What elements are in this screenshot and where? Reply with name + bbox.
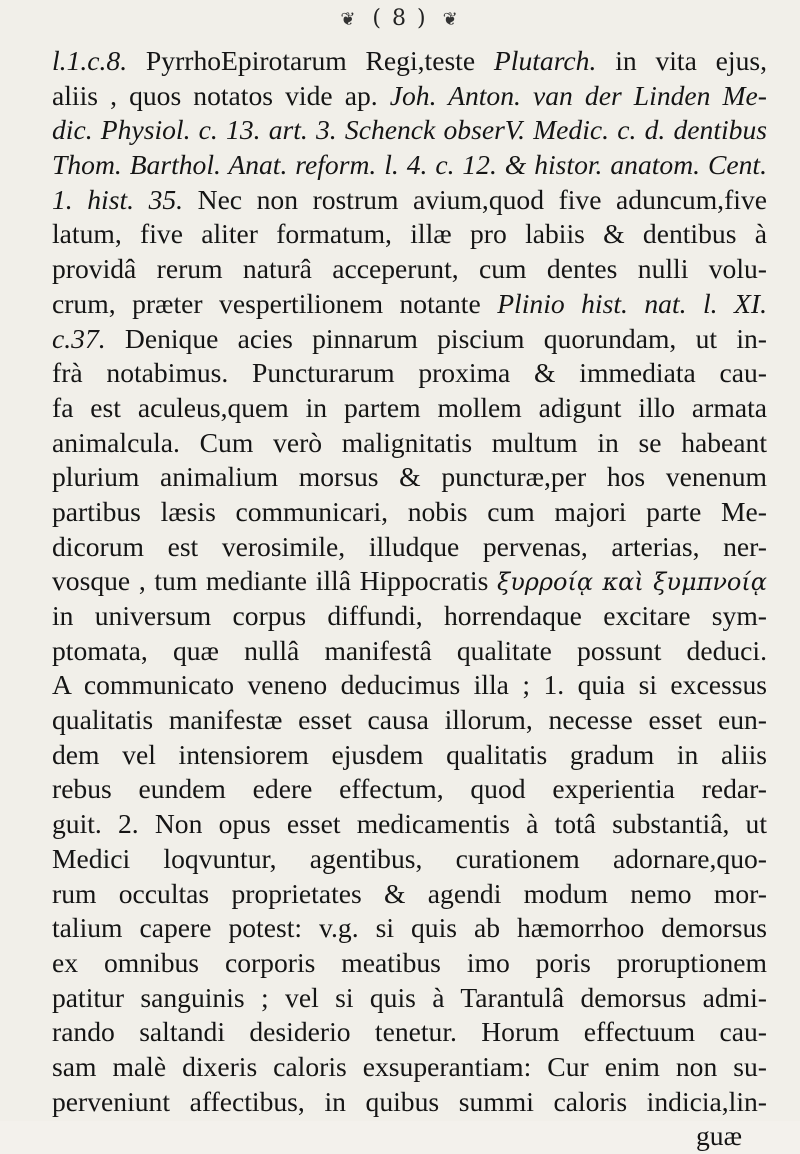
text-line — [52, 772, 767, 807]
text-segment: in universum corpus diffundi, horrendaque excitare sym- — [52, 600, 767, 631]
text-line — [52, 1085, 767, 1120]
text-line — [52, 460, 767, 495]
text-segment: providâ rerum naturâ acceperunt, cum dentes nulli volu- — [52, 253, 767, 285]
text-line — [52, 426, 767, 461]
text-line — [52, 946, 767, 981]
text-line — [52, 530, 767, 565]
greek-text: ξυρροίᾳ καὶ ξυμπνοίᾳ — [496, 568, 767, 597]
text-segment: dem vel intensiorem ejusdem qualitatis gradum in aliis — [52, 738, 767, 770]
text-segment: guæ — [696, 1120, 742, 1152]
text-line — [52, 981, 767, 1016]
text-line — [52, 356, 767, 391]
text-line — [52, 668, 767, 703]
text-line — [52, 877, 767, 912]
italic-citation: Joh. Anton. van der Linden Me- — [389, 79, 767, 111]
text-segment: crum, præter vespertilionem notante — [52, 287, 498, 319]
text-line — [52, 79, 767, 114]
text-segment: guit. 2. Non opus esset medicamentis à totâ substantiâ, ut — [52, 808, 767, 840]
text-segment: animalcula. Cum verò malignitatis multum in se habeant — [52, 426, 767, 458]
text-segment: A communicato veneno deducimus illa ; 1. quia si excessus — [52, 669, 767, 701]
text-line — [52, 113, 767, 148]
text-line — [52, 217, 767, 252]
text-segment: Denique acies pinnarum piscium quorundam, ut in- — [105, 322, 767, 354]
text-line — [52, 391, 767, 426]
italic-citation: c.37. — [52, 322, 106, 354]
text-line — [52, 1015, 767, 1050]
text-segment: Nec non rostrum avium,quod five aduncum,five — [183, 183, 767, 215]
text-line — [52, 703, 767, 738]
text-line — [52, 807, 767, 842]
italic-citation: 1. hist. 35. — [52, 183, 184, 215]
italic-citation: Plinio hist. nat. l. XI. — [497, 287, 767, 319]
text-segment: perveniunt affectibus, in quibus summi caloris indicia,lin- — [52, 1085, 767, 1117]
text-line — [52, 1119, 767, 1154]
text-segment: ex omnibus corporis meatibus imo poris proruptionem — [52, 946, 767, 978]
text-segment: latum, five aliter formatum, illæ pro labiis & dentibus à — [52, 218, 767, 250]
ornament-right-icon: ❦ — [442, 9, 460, 30]
page-number: ( 8 ) — [372, 6, 428, 31]
text-segment: dicorum est verosimile, illudque pervenas, arterias, ner- — [52, 530, 767, 562]
text-segment: rebus eundem edere effectum, quod experientia redar- — [52, 773, 767, 805]
text-line — [52, 44, 767, 79]
text-segment: sam malè dixeris caloris exsuperantiam: Cur enim non su- — [52, 1050, 767, 1082]
text-line — [52, 287, 767, 322]
text-line — [52, 1050, 767, 1085]
text-line — [52, 634, 767, 669]
text-segment: qualitatis manifestæ esset causa illorum, necesse esset eun- — [52, 704, 767, 736]
text-line — [52, 183, 767, 218]
text-segment: in vita ejus, — [596, 45, 768, 76]
text-segment: Medici loqvuntur, agentibus, curationem adornare,quo- — [52, 842, 767, 874]
text-segment: talium capere potest: v.g. si quis ab hæmorrhoo demorsus — [52, 912, 767, 944]
text-segment: rum occultas proprietates & agendi modum nemo mor- — [52, 877, 767, 909]
text-segment: vosque , tum mediante illâ Hippocratis — [52, 565, 497, 597]
text-segment: partibus læsis communicari, nobis cum majori parte Me- — [52, 495, 767, 527]
text-line — [52, 322, 767, 357]
text-line — [52, 599, 767, 634]
text-segment: PyrrhoEpirotarum Regi,teste — [127, 45, 494, 76]
text-line — [52, 842, 767, 877]
italic-citation: Plutarch. — [493, 45, 597, 76]
text-segment: plurium animalium morsus & puncturæ,per hos venenum — [52, 461, 767, 493]
text-line — [52, 148, 767, 183]
text-segment: fa est aculeus,quem in partem mollem adigunt illo armata — [52, 391, 767, 423]
text-segment: rando saltandi desiderio tenetur. Horum effectuum cau- — [52, 1016, 767, 1048]
text-line — [52, 738, 767, 773]
body-text — [52, 44, 767, 1154]
text-line — [52, 911, 767, 946]
text-segment: aliis , quos notatos vide ap. — [52, 79, 390, 111]
text-segment: ptomata, quæ nullâ manifestâ qualitate possunt deduci. — [52, 634, 767, 666]
text-line — [52, 252, 767, 287]
italic-citation: Thom. Barthol. Anat. reform. l. 4. c. 12. & histor. anatom. Cent. — [52, 149, 767, 181]
text-segment: patitur sanguinis ; vel si quis à Tarantulâ demorsus admi- — [52, 981, 767, 1013]
italic-citation: dic. Physiol. c. 13. art. 3. Schenck obserV. Medic. c. d. dentibus — [52, 114, 767, 146]
text-segment: frà notabimus. Puncturarum proxima & immediata cau- — [52, 357, 767, 389]
italic-citation: l.1.c.8. — [52, 45, 128, 76]
text-line — [52, 495, 767, 530]
ornament-left-icon: ❦ — [340, 9, 358, 30]
page-header — [0, 6, 800, 31]
text-line — [52, 564, 767, 599]
